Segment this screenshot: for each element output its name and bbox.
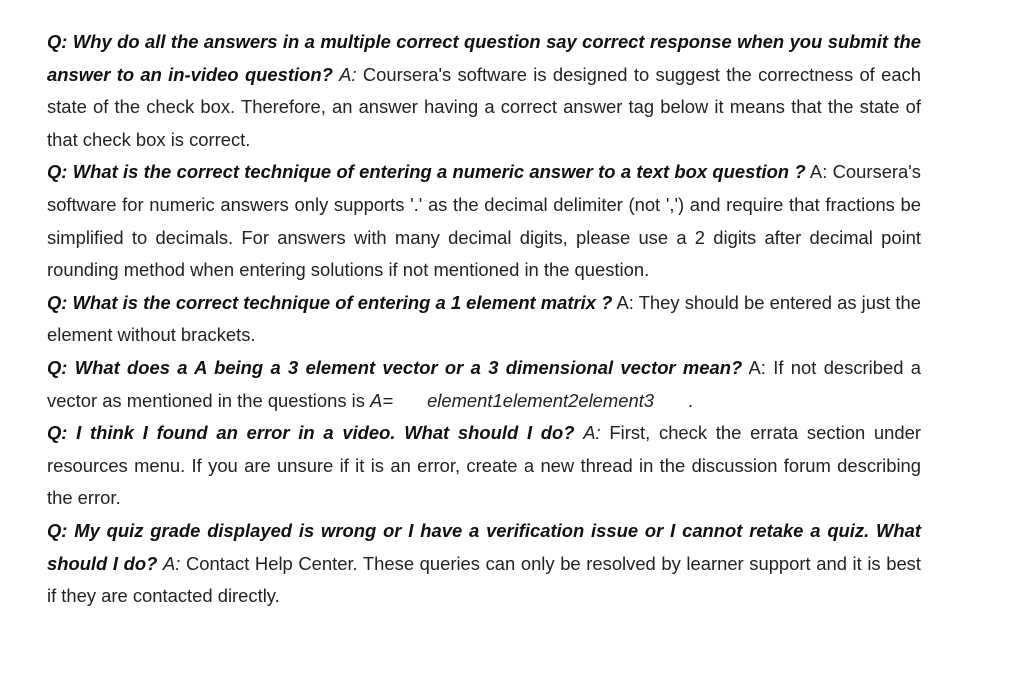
faq-answer-end: . (688, 389, 694, 411)
faq-question: Q: What does a A being a 3 element vector or a 3 dimensional vector mean? (47, 356, 743, 378)
faq-answer-prefix: A: (809, 161, 828, 183)
faq-answer: First, check the errata section under resources menu. If you are unsure if it is an error, create a new thread in the discussion forum describing the error. (47, 422, 921, 509)
faq-answer-prefix: A: (748, 356, 766, 378)
faq-document (47, 26, 921, 613)
faq-answer-prefix: A: (162, 552, 181, 574)
faq-answer: Coursera's software is designed to suggest the correctness of each state of the check box. Therefore, an answer having a correct answer tag below it means that the state of that check box is correct. (47, 63, 921, 150)
faq-answer: If not described a vector as mentioned in the questions is (47, 356, 921, 411)
faq-answer-prefix: A: (583, 422, 601, 444)
faq-question: Q: I think I found an error in a video. What should I do? (47, 422, 575, 444)
faq-question: Q: What is the correct technique of entering a numeric answer to a text box question ? (47, 161, 806, 183)
faq-item-vector-meaning (47, 352, 921, 417)
faq-answer-prefix: A: (339, 63, 357, 85)
faq-answer-prefix: A: (616, 291, 634, 313)
faq-answer: Coursera's software for numeric answers only supports '.' as the decimal delimiter (not ',') and require that fractions be simplified to decimals. For answers with many decimal digits, please use a 2 digits after decimal point rounding method when entering solutions if not mentioned in the question. (47, 161, 921, 281)
faq-item-in-video-answers (47, 26, 921, 156)
faq-answer: They should be entered as just the element without brackets. (47, 291, 921, 346)
math-vector: element1element2element3 (427, 389, 655, 411)
faq-answer: Contact Help Center. These queries can only be resolved by learner support and it is best if they are contacted directly. (47, 552, 921, 607)
faq-item-one-element-matrix (47, 287, 921, 352)
faq-question: Q: What is the correct technique of entering a 1 element matrix ? (47, 291, 613, 313)
faq-item-quiz-grade (47, 515, 921, 613)
math-variable: A= (370, 389, 394, 411)
faq-item-numeric-answer (47, 156, 921, 286)
faq-question: Q: Why do all the answers in a multiple correct question say correct response when you submit the answer to an in-video question? (47, 31, 921, 85)
faq-question: Q: My quiz grade displayed is wrong or I have a verification issue or I cannot retake a quiz. What should I do? (47, 519, 921, 574)
faq-item-video-error (47, 417, 921, 515)
